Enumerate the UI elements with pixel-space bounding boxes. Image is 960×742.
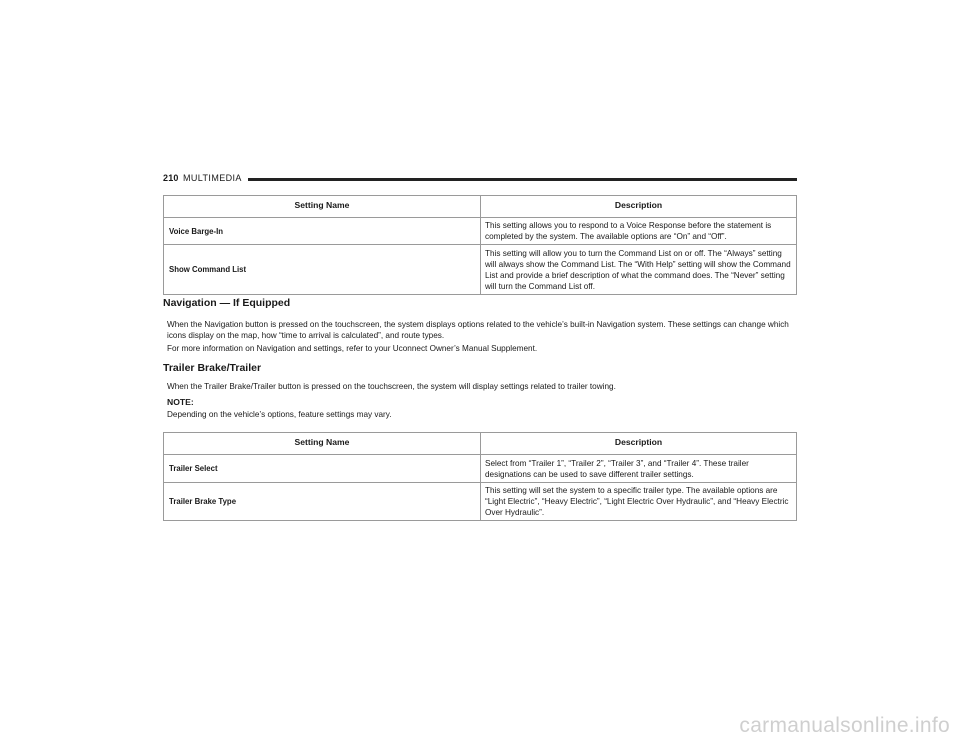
navigation-reference-paragraph: For more information on Navigation and settings, refer to your Uconnect Owner’s Manual Supplement. — [167, 344, 538, 353]
section-title: MULTIMEDIA — [183, 173, 242, 183]
table-row — [164, 455, 797, 483]
page-number: 210 — [163, 173, 179, 183]
header-rule — [248, 178, 797, 181]
navigation-heading: Navigation — If Equipped — [163, 297, 291, 309]
column-header-setting-name: Setting Name — [164, 196, 481, 218]
table-header-row — [164, 433, 797, 455]
table-header-row — [164, 196, 797, 218]
description-cell: This setting will allow you to turn the Command List on or off. The “Always” setting will always show the Command List. The “With Help” setting will show the Command List and provide a brief description of what the command does. The “Never” setting will turn the Command List off. — [481, 245, 797, 295]
setting-name-cell: Trailer Brake Type — [164, 483, 481, 521]
trailer-settings-table — [163, 432, 797, 521]
column-header-description: Description — [481, 433, 797, 455]
trailer-heading: Trailer Brake/Trailer — [163, 362, 262, 374]
description-cell: Select from “Trailer 1”, “Trailer 2”, “Trailer 3”, and “Trailer 4”. These trailer designations can be used to save different trailer settings. — [481, 455, 797, 483]
setting-name-cell: Show Command List — [164, 245, 481, 295]
description-cell: This setting will set the system to a specific trailer type. The available options are “Light Electric”, “Heavy Electric”, “Light Electric Over Hydraulic”, and “Heavy Electric Over Hydraulic”. — [481, 483, 797, 521]
setting-name-cell: Trailer Select — [164, 455, 481, 483]
voice-settings-table — [163, 195, 797, 295]
navigation-paragraph: When the Navigation button is pressed on the touchscreen, the system displays options related to the vehicle’s built-in Navigation system. These settings can change which icons display on the map, how “time to arrival is calculated”, and route types. — [167, 320, 789, 340]
watermark: carmanualsonline.info — [739, 714, 950, 737]
note-text: Depending on the vehicle’s options, feature settings may vary. — [167, 410, 392, 419]
setting-name-cell: Voice Barge-In — [164, 218, 481, 245]
table-row — [164, 218, 797, 245]
page-header — [163, 173, 797, 187]
note-label: NOTE: — [167, 397, 194, 407]
column-header-description: Description — [481, 196, 797, 218]
column-header-setting-name: Setting Name — [164, 433, 481, 455]
table-row — [164, 483, 797, 521]
trailer-paragraph: When the Trailer Brake/Trailer button is pressed on the touchscreen, the system will display settings related to trailer towing. — [167, 382, 616, 391]
table-row — [164, 245, 797, 295]
description-cell: This setting allows you to respond to a Voice Response before the statement is completed by the system. The available options are “On” and “Off”. — [481, 218, 797, 245]
